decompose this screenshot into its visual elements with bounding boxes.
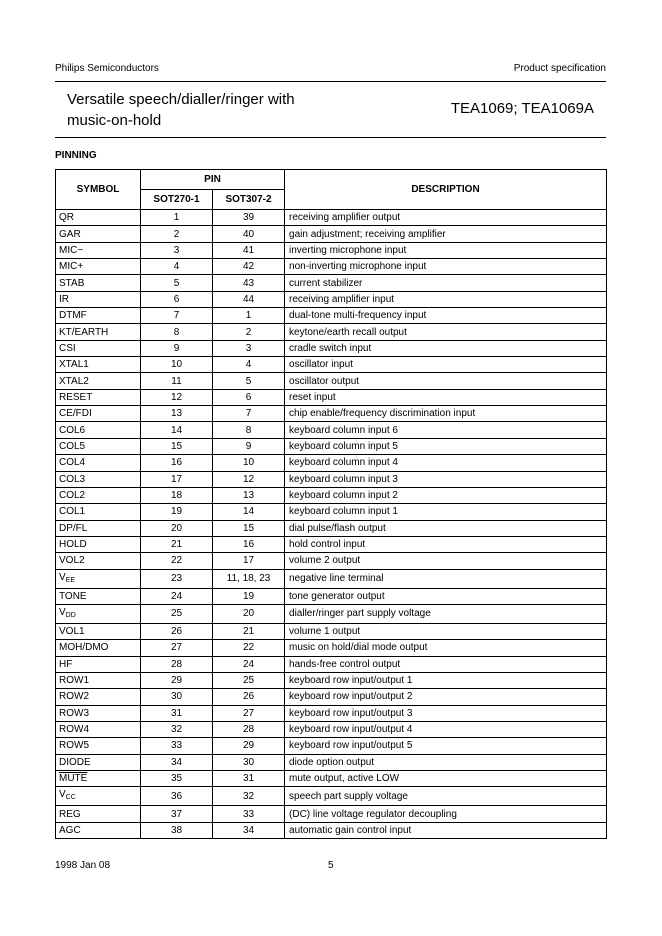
pin-symbol-text: TONE (59, 590, 87, 602)
pin-sot307: 21 (213, 623, 285, 639)
pin-description: receiving amplifier input (285, 291, 607, 307)
table-row (56, 754, 607, 770)
table-row (56, 640, 607, 656)
pin-description: reset input (285, 389, 607, 405)
page-number: 5 (328, 860, 334, 871)
pin-sot307: 28 (213, 721, 285, 737)
pin-sot307: 14 (213, 504, 285, 520)
pin-description: keyboard row input/output 5 (285, 738, 607, 754)
pin-symbol (56, 822, 141, 838)
pin-symbol-text: ROW2 (59, 691, 89, 703)
pin-symbol-text: AGC (59, 824, 81, 836)
pin-sot270: 35 (141, 771, 213, 787)
pin-sot270: 13 (141, 406, 213, 422)
pin-sot270: 3 (141, 242, 213, 258)
pin-description: keyboard column input 3 (285, 471, 607, 487)
pin-sot270: 22 (141, 553, 213, 569)
pin-sot270: 11 (141, 373, 213, 389)
title-line-1: Versatile speech/dialler/ringer with (67, 91, 295, 108)
pin-sot270: 19 (141, 504, 213, 520)
pin-sot270: 5 (141, 275, 213, 291)
table-row (56, 721, 607, 737)
pin-sot307: 4 (213, 357, 285, 373)
pin-sot270: 26 (141, 623, 213, 639)
pin-sot270: 33 (141, 738, 213, 754)
column-header-sot270: SOT270-1 (141, 190, 213, 210)
pin-symbol (56, 226, 141, 242)
pin-symbol (56, 656, 141, 672)
part-number: TEA1069; TEA1069A (450, 100, 594, 117)
pin-sot307: 15 (213, 520, 285, 536)
pin-symbol-text: COL5 (59, 440, 86, 452)
pin-sot270: 14 (141, 422, 213, 438)
pin-sot307: 30 (213, 754, 285, 770)
pin-description: keyboard row input/output 1 (285, 672, 607, 688)
pin-symbol-text: VOL1 (59, 626, 85, 638)
pin-symbol (56, 308, 141, 324)
table-row (56, 455, 607, 471)
pin-sot270: 7 (141, 308, 213, 324)
pin-sot307: 11, 18, 23 (213, 569, 285, 588)
pin-symbol-text: GAR (59, 228, 81, 240)
pin-description: current stabilizer (285, 275, 607, 291)
pin-sot270: 24 (141, 588, 213, 604)
pin-symbol-text: V (59, 571, 66, 583)
pin-sot270: 32 (141, 721, 213, 737)
pin-symbol-text: MIC− (59, 244, 84, 256)
pin-symbol-text: V (59, 606, 66, 618)
pin-symbol (56, 721, 141, 737)
table-row (56, 806, 607, 822)
pin-symbol (56, 672, 141, 688)
pin-description: cradle switch input (285, 340, 607, 356)
pin-sot307: 27 (213, 705, 285, 721)
pin-sot270: 23 (141, 569, 213, 588)
pin-description: keyboard column input 4 (285, 455, 607, 471)
pin-symbol (56, 623, 141, 639)
pin-sot270: 10 (141, 357, 213, 373)
pin-symbol (56, 471, 141, 487)
pin-symbol-text: HF (59, 658, 73, 670)
pin-symbol-text: COL4 (59, 457, 86, 469)
pin-description: keyboard column input 5 (285, 438, 607, 454)
table-row (56, 422, 607, 438)
pin-sot270: 20 (141, 520, 213, 536)
pin-description: inverting microphone input (285, 242, 607, 258)
pin-sot307: 39 (213, 210, 285, 226)
pin-symbol (56, 754, 141, 770)
pin-sot270: 9 (141, 340, 213, 356)
pin-symbol (56, 504, 141, 520)
pin-sot270: 6 (141, 291, 213, 307)
pin-symbol (56, 455, 141, 471)
pin-sot307: 22 (213, 640, 285, 656)
document-title (67, 89, 367, 131)
pin-sot307: 17 (213, 553, 285, 569)
pin-sot307: 3 (213, 340, 285, 356)
pin-sot307: 41 (213, 242, 285, 258)
pin-sot270: 15 (141, 438, 213, 454)
pin-symbol (56, 291, 141, 307)
table-row (56, 536, 607, 552)
pin-sot270: 37 (141, 806, 213, 822)
pin-symbol-text: REG (59, 808, 81, 820)
table-row (56, 504, 607, 520)
pin-symbol-text: DTMF (59, 310, 87, 322)
pin-sot307: 34 (213, 822, 285, 838)
table-row (56, 340, 607, 356)
pin-sot307: 40 (213, 226, 285, 242)
pin-symbol (56, 806, 141, 822)
pin-description: tone generator output (285, 588, 607, 604)
pin-sot307: 2 (213, 324, 285, 340)
pin-symbol-text: COL2 (59, 490, 86, 502)
pin-symbol (56, 275, 141, 291)
pin-symbol-subscript: CC (65, 794, 76, 802)
pin-sot270: 4 (141, 259, 213, 275)
table-row (56, 672, 607, 688)
pin-symbol-text: ROW3 (59, 707, 89, 719)
pin-sot307: 8 (213, 422, 285, 438)
table-row (56, 308, 607, 324)
pin-symbol (56, 604, 141, 623)
pin-symbol-subscript: EE (65, 576, 76, 584)
pin-sot307: 9 (213, 438, 285, 454)
pin-symbol (56, 553, 141, 569)
table-row (56, 389, 607, 405)
pin-symbol-text: XTAL2 (59, 375, 89, 387)
pin-description: keyboard row input/output 4 (285, 721, 607, 737)
pin-description: keyboard row input/output 3 (285, 705, 607, 721)
pin-symbol-text: MIC+ (59, 261, 84, 273)
pin-description: volume 1 output (285, 623, 607, 639)
pin-symbol (56, 588, 141, 604)
pin-sot307: 32 (213, 787, 285, 806)
pin-description: volume 2 output (285, 553, 607, 569)
pin-sot307: 5 (213, 373, 285, 389)
pin-symbol (56, 357, 141, 373)
pin-sot307: 19 (213, 588, 285, 604)
pin-sot307: 29 (213, 738, 285, 754)
pin-symbol-text: V (59, 789, 66, 801)
title-line-2: music-on-hold (67, 112, 162, 129)
pin-symbol-text: ROW5 (59, 740, 89, 752)
pin-sot270: 16 (141, 455, 213, 471)
pin-symbol (56, 787, 141, 806)
pin-symbol-text: RESET (59, 391, 93, 403)
pin-description: speech part supply voltage (285, 787, 607, 806)
pin-symbol-text: ROW1 (59, 675, 89, 687)
table-row (56, 259, 607, 275)
pin-description: mute output, active LOW (285, 771, 607, 787)
table-row (56, 520, 607, 536)
pin-symbol-text: CE/FDI (59, 408, 92, 420)
column-header-sot307: SOT307-2 (213, 190, 285, 210)
pin-symbol (56, 389, 141, 405)
column-header-description: DESCRIPTION (285, 170, 607, 210)
pin-sot307: 12 (213, 471, 285, 487)
table-row (56, 705, 607, 721)
pin-rows (56, 210, 607, 839)
pin-description: keytone/earth recall output (285, 324, 607, 340)
table-row (56, 210, 607, 226)
table-row (56, 275, 607, 291)
table-row (56, 569, 607, 588)
title-divider (55, 137, 606, 138)
pin-symbol (56, 422, 141, 438)
table-row (56, 357, 607, 373)
pin-symbol-text: CSI (59, 342, 76, 354)
pin-sot270: 29 (141, 672, 213, 688)
table-row (56, 553, 607, 569)
pin-symbol-text: QR (59, 212, 74, 224)
pin-sot307: 16 (213, 536, 285, 552)
pin-symbol-text: XTAL1 (59, 359, 89, 371)
pin-description: oscillator output (285, 373, 607, 389)
pin-description: diode option output (285, 754, 607, 770)
pin-symbol (56, 640, 141, 656)
table-row (56, 226, 607, 242)
company-name: Philips Semiconductors (55, 63, 159, 74)
pin-description: automatic gain control input (285, 822, 607, 838)
pin-description: keyboard column input 2 (285, 487, 607, 503)
pin-symbol-text: COL1 (59, 506, 86, 518)
pin-sot270: 8 (141, 324, 213, 340)
pin-sot307: 24 (213, 656, 285, 672)
column-header-pin: PIN (141, 170, 285, 190)
pin-description: oscillator input (285, 357, 607, 373)
pin-sot270: 31 (141, 705, 213, 721)
pin-description: dial pulse/flash output (285, 520, 607, 536)
pin-description: keyboard column input 6 (285, 422, 607, 438)
pin-sot307: 25 (213, 672, 285, 688)
table-row (56, 438, 607, 454)
pin-sot270: 34 (141, 754, 213, 770)
pin-symbol (56, 242, 141, 258)
table-row (56, 406, 607, 422)
table-row (56, 771, 607, 787)
pin-symbol-text: ROW4 (59, 724, 89, 736)
pin-sot307: 31 (213, 771, 285, 787)
column-header-symbol: SYMBOL (56, 170, 141, 210)
table-row (56, 588, 607, 604)
pin-sot307: 42 (213, 259, 285, 275)
pin-sot270: 30 (141, 689, 213, 705)
pin-symbol (56, 705, 141, 721)
pin-description: non-inverting microphone input (285, 259, 607, 275)
header-divider (55, 81, 606, 82)
pin-sot307: 20 (213, 604, 285, 623)
pin-description: negative line terminal (285, 569, 607, 588)
pin-description: receiving amplifier output (285, 210, 607, 226)
pin-symbol-text: HOLD (59, 539, 87, 551)
pin-sot270: 2 (141, 226, 213, 242)
pin-symbol (56, 210, 141, 226)
pin-description: dual-tone multi-frequency input (285, 308, 607, 324)
pin-sot270: 18 (141, 487, 213, 503)
table-row (56, 738, 607, 754)
pin-symbol (56, 487, 141, 503)
pinning-table (55, 169, 607, 839)
table-row (56, 822, 607, 838)
pin-symbol-text: MOH/DMO (59, 642, 109, 654)
pin-sot270: 21 (141, 536, 213, 552)
pin-symbol-text: DIODE (59, 756, 91, 768)
pin-sot270: 17 (141, 471, 213, 487)
section-heading: PINNING (55, 150, 97, 161)
pin-symbol-text: COL3 (59, 473, 86, 485)
pin-sot307: 26 (213, 689, 285, 705)
pin-sot307: 1 (213, 308, 285, 324)
table-row (56, 291, 607, 307)
pin-sot307: 10 (213, 455, 285, 471)
pin-description: gain adjustment; receiving amplifier (285, 226, 607, 242)
pin-symbol-text: COL6 (59, 424, 86, 436)
pin-sot270: 27 (141, 640, 213, 656)
pin-description: (DC) line voltage regulator decoupling (285, 806, 607, 822)
pin-sot307: 33 (213, 806, 285, 822)
pin-symbol-text: MUTE (59, 773, 88, 785)
pin-description: hold control input (285, 536, 607, 552)
pin-sot270: 12 (141, 389, 213, 405)
table-row (56, 487, 607, 503)
pin-description: keyboard row input/output 2 (285, 689, 607, 705)
pin-symbol-subscript: DD (65, 611, 76, 619)
pin-description: music on hold/dial mode output (285, 640, 607, 656)
footer-date: 1998 Jan 08 (55, 860, 111, 871)
table-row (56, 623, 607, 639)
pin-sot307: 6 (213, 389, 285, 405)
pin-symbol-text: KT/EARTH (59, 326, 109, 338)
pin-description: hands-free control output (285, 656, 607, 672)
pin-symbol-text: DP/FL (59, 522, 88, 534)
pin-symbol (56, 738, 141, 754)
table-row (56, 604, 607, 623)
table-row (56, 471, 607, 487)
pin-symbol (56, 340, 141, 356)
pin-sot270: 36 (141, 787, 213, 806)
pin-sot270: 1 (141, 210, 213, 226)
pin-sot307: 44 (213, 291, 285, 307)
pin-symbol (56, 406, 141, 422)
pin-sot270: 25 (141, 604, 213, 623)
table-row (56, 787, 607, 806)
pin-symbol (56, 259, 141, 275)
pin-sot270: 38 (141, 822, 213, 838)
table-row (56, 373, 607, 389)
pin-description: chip enable/frequency discrimination input (285, 406, 607, 422)
table-row (56, 689, 607, 705)
pin-description: dialler/ringer part supply voltage (285, 604, 607, 623)
pin-description: keyboard column input 1 (285, 504, 607, 520)
pin-symbol (56, 438, 141, 454)
pin-symbol (56, 373, 141, 389)
pin-symbol-text: IR (59, 293, 69, 305)
table-row (56, 242, 607, 258)
pin-symbol (56, 520, 141, 536)
table-row (56, 656, 607, 672)
pin-symbol-text: VOL2 (59, 555, 85, 567)
document-type: Product specification (513, 63, 606, 74)
pin-symbol (56, 324, 141, 340)
pin-sot307: 43 (213, 275, 285, 291)
pin-symbol (56, 569, 141, 588)
pin-symbol (56, 771, 141, 787)
table-row (56, 324, 607, 340)
pin-sot270: 28 (141, 656, 213, 672)
pin-symbol-text: STAB (59, 277, 85, 289)
pin-symbol (56, 689, 141, 705)
pin-symbol (56, 536, 141, 552)
pin-sot307: 13 (213, 487, 285, 503)
pin-sot307: 7 (213, 406, 285, 422)
